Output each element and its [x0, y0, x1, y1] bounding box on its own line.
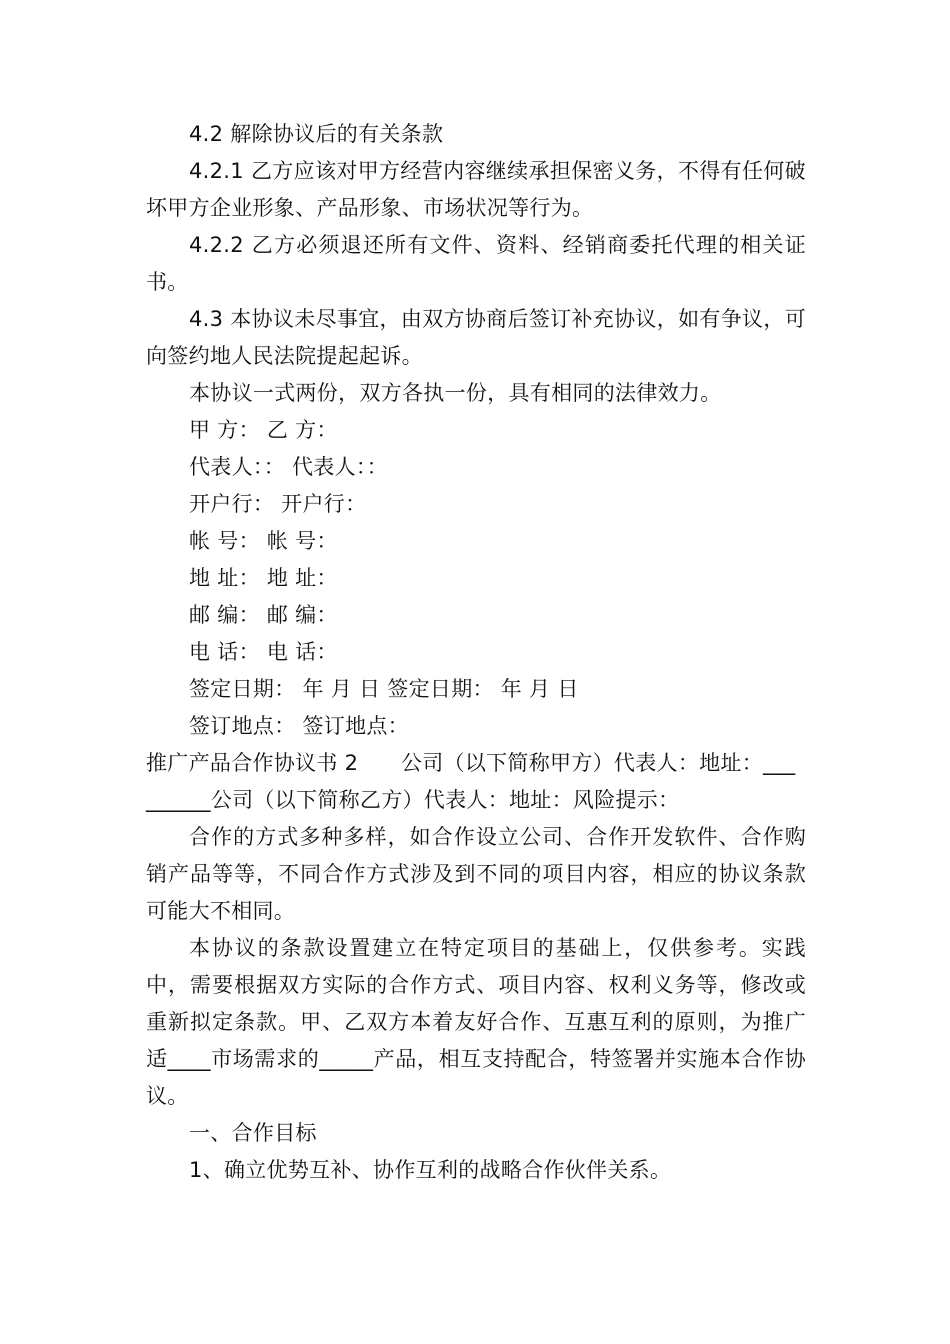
signature-account: 帐 号： 帐 号： — [189, 529, 338, 553]
signature-location: 签订地点： 签订地点： — [189, 714, 409, 738]
signature-date: 签定日期： 年 月 日 签定日期： 年 月 日 — [189, 677, 579, 701]
signature-representatives: 代表人：： 代表人：： — [189, 455, 388, 479]
signature-parties: 甲 方： 乙 方： — [189, 418, 338, 442]
signature-address: 地 址： 地 址： — [189, 566, 338, 590]
clause-4-2-heading: 4.2 解除协议后的有关条款 — [189, 122, 444, 146]
preamble-paragraph: 本协议的条款设置建立在特定项目的基础上，仅供参考。实践中，需要根据双方实际的合作方式、项目内容、权利义务等，修改或重新拟定条款。甲、乙双方本着友好合作、互惠互利的原则，为推广适____市场需求的_____产品，相互支持配合，特签署并实施本合作协议。 — [146, 936, 806, 1108]
document-page — [146, 116, 806, 1189]
clause-4-2-1: 4.2.1 乙方应该对甲方经营内容继续承担保密义务，不得有任何破坏甲方企业形象、产品形象、市场状况等行为。 — [146, 159, 806, 220]
signature-bank: 开户行： 开户行： — [189, 492, 367, 516]
agreement-2-intro: 推广产品合作协议书 2 公司（以下简称甲方）代表人：地址：_________公司（以下简称乙方）代表人：地址：风险提示： — [146, 751, 796, 812]
risk-note-paragraph: 合作的方式多种多样，如合作设立公司、合作开发软件、合作购销产品等等，不同合作方式涉及到不同的项目内容，相应的协议条款可能大不相同。 — [146, 825, 806, 923]
copies-statement: 本协议一式两份，双方各执一份，具有相同的法律效力。 — [189, 381, 722, 405]
signature-phone: 电 话： 电 话： — [189, 640, 338, 664]
section-1-item-1: 1、确立优势互补、协作互利的战略合作伙伴关系。 — [189, 1158, 672, 1182]
clause-4-2-2: 4.2.2 乙方必须退还所有文件、资料、经销商委托代理的相关证书。 — [146, 233, 806, 294]
clause-4-3: 4.3 本协议未尽事宜，由双方协商后签订补充协议，如有争议，可向签约地人民法院提起起诉。 — [146, 307, 806, 368]
signature-postcode: 邮 编： 邮 编： — [189, 603, 338, 627]
section-1-heading: 一、合作目标 — [189, 1121, 317, 1145]
